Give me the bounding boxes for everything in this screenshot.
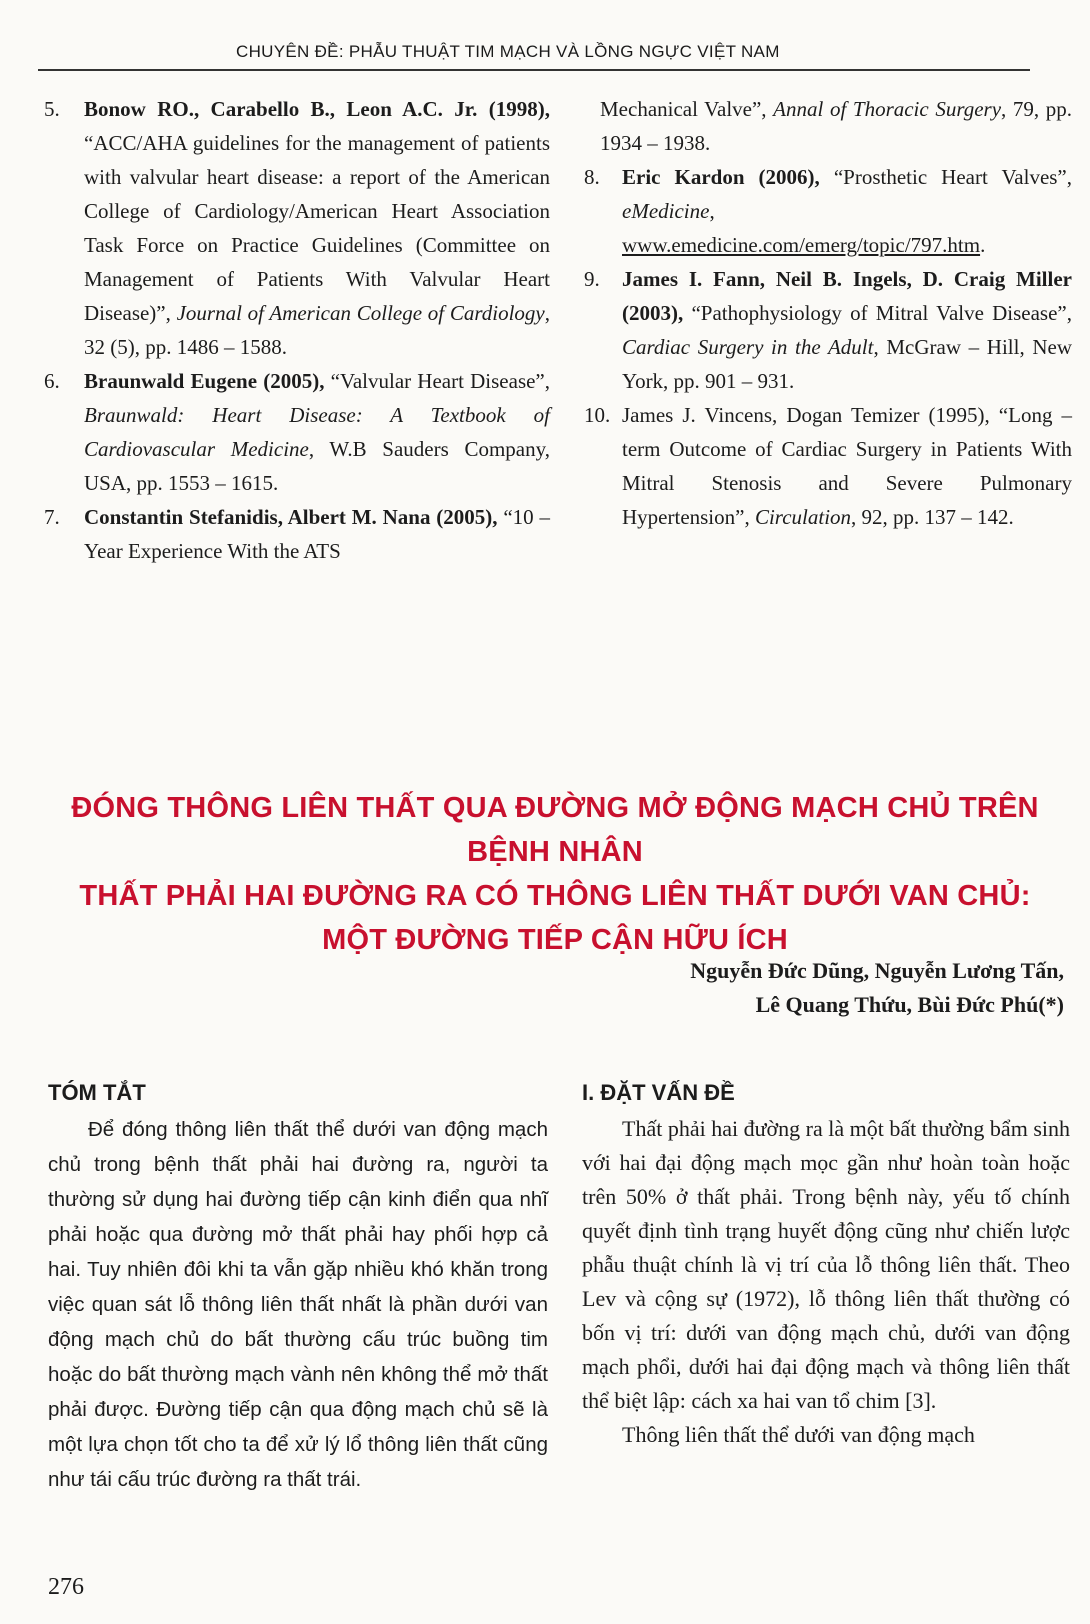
- reference-authors: Braunwald Eugene (2005),: [84, 369, 325, 393]
- reference-authors: James I. Fann, Neil B. Ingels, D. Craig Miller (2003),: [622, 267, 1072, 325]
- introduction-body: [582, 1112, 1070, 1452]
- abstract-body: [48, 1112, 548, 1497]
- reference-journal: Circulation: [754, 505, 852, 529]
- reference-journal: eMedicine: [622, 199, 710, 223]
- header-rule: [38, 69, 1030, 71]
- authors-line: Lê Quang Thứu, Bùi Đức Phú(*): [755, 992, 1064, 1017]
- references-left-column: [44, 92, 550, 568]
- reference-title: “Long – term Outcome of Cardiac Surgery in Patients With Mitral Stenosis and Severe Pulmonary Hypertension”,: [622, 403, 1072, 529]
- reference-item: [584, 398, 1072, 534]
- reference-title: “Valvular Heart Disease”,: [324, 369, 551, 393]
- reference-item: [584, 160, 1072, 262]
- abstract-heading: TÓM TẮT: [48, 1080, 146, 1105]
- reference-title: “ACC/AHA guidelines for the management of patients with valvular heart disease: a report of the American College of Cardiology/American Heart Association Task Force on Practice Guidelines (Committee on Management of Patients With Valvular Heart Disease)”,: [84, 131, 550, 325]
- reference-item: [44, 500, 550, 568]
- reference-title: Mechanical Valve”,: [600, 97, 774, 121]
- abstract-paragraph: Để đóng thông liên thất thể dưới van động mạch chủ trong bệnh thất phải hai đường ra, người ta thường sử dụng hai đường tiếp cận kinh điển qua nhĩ phải hoặc qua đường mở thất phải hay phối hợp cả hai. Tuy nhiên đôi khi ta vẫn gặp nhiều khó khăn trong việc quan sát lỗ thông liên thất nhất là phần dưới van động mạch chủ do bất thường cấu trúc buồng tim hoặc do bất thường mạch vành nên không thể mở thất phải được. Đường tiếp cận qua động mạch chủ sẽ là một lựa chọn tốt cho ta để xử lý lổ thông liên thất cũng như tái cấu trúc đường ra thất trái.: [48, 1118, 548, 1491]
- introduction-heading: I. ĐẶT VẤN ĐỀ: [582, 1080, 735, 1105]
- reference-text: [622, 398, 1072, 534]
- introduction-paragraph: Thông liên thất thể dưới van động mạch: [622, 1422, 975, 1447]
- reference-journal: Annal of Thoracic Surgery: [773, 97, 1002, 121]
- reference-title: “Prosthetic Heart Valves”,: [819, 165, 1073, 189]
- reference-number: 9.: [584, 267, 600, 291]
- reference-number: 5.: [44, 97, 60, 121]
- reference-details: , 32 (5), pp. 1486 – 1588.: [84, 301, 550, 359]
- reference-text: [84, 500, 550, 568]
- reference-title: “10 – Year Experience With the ATS: [84, 505, 550, 563]
- article-title-line: MỘT ĐƯỜNG TIẾP CẬN HỮU ÍCH: [322, 924, 788, 956]
- reference-authors: Constantin Stefanidis, Albert M. Nana (2005),: [84, 505, 498, 529]
- reference-number: 6.: [44, 369, 60, 393]
- reference-details: , 79, pp. 1934 – 1938.: [600, 97, 1072, 155]
- introduction-paragraph: Thất phải hai đường ra là một bất thường bẩm sinh với hai đại động mạch mọc gần như hoàn toàn hoặc trên 50% ở thất phải. Trong bệnh này, yếu tố chính quyết định tình trạng huyết động cũng như chiến lược phẫu thuật chính là vị trí của lỗ thông liên thất. Theo Lev và cộng sự (1972), lỗ thông liên thất thường có bốn vị trí: dưới van động mạch chủ, dưới van động mạch phổi, dưới hai đại động mạch và thông liên thất thể biệt lập: cách xa hai van tổ chim [3].: [582, 1116, 1070, 1413]
- reference-authors: James J. Vincens, Dogan Temizer (1995),: [622, 403, 990, 427]
- running-header: CHUYÊN ĐỀ: PHẪU THUẬT TIM MẠCH VÀ LỒNG NGỰC VIỆT NAM: [236, 42, 780, 61]
- reference-details: ,: [709, 199, 715, 223]
- reference-text: [622, 160, 1072, 262]
- article-title: [60, 786, 1050, 962]
- reference-details: , 92, pp. 137 – 142.: [851, 505, 1014, 529]
- reference-text: [84, 364, 550, 500]
- authors-line: Nguyễn Đức Dũng, Nguyễn Lương Tấn,: [690, 958, 1064, 983]
- reference-journal: Cardiac Surgery in the Adult: [622, 335, 874, 359]
- reference-number: 8.: [584, 165, 600, 189]
- reference-item: [584, 262, 1072, 398]
- reference-journal: Journal of American College of Cardiology: [176, 301, 545, 325]
- reference-title: “Pathophysiology of Mitral Valve Disease”,: [683, 301, 1072, 325]
- reference-url[interactable]: www.emedicine.com/emerg/topic/797.htm: [622, 233, 981, 257]
- reference-item: [44, 364, 550, 500]
- reference-text: [622, 262, 1072, 398]
- reference-continuation: [584, 92, 1072, 160]
- reference-item: [44, 92, 550, 364]
- reference-authors: Eric Kardon (2006),: [622, 165, 820, 189]
- article-title-line: ĐÓNG THÔNG LIÊN THẤT QUA ĐƯỜNG MỞ ĐỘNG MẠCH CHỦ TRÊN BỆNH NHÂN: [71, 792, 1039, 868]
- article-title-line: THẤT PHẢI HAI ĐƯỜNG RA CÓ THÔNG LIÊN THẤT DƯỚI VAN CHỦ:: [79, 880, 1031, 912]
- reference-details: , W.B Sauders Company, USA, pp. 1553 – 1615.: [84, 437, 550, 495]
- references-right-column: [584, 92, 1072, 534]
- reference-authors: Bonow RO., Carabello B., Leon A.C. Jr. (1998),: [84, 97, 550, 121]
- reference-journal: Braunwald: Heart Disease: A Textbook of Cardiovascular Medicine: [84, 403, 550, 461]
- reference-details-end: .: [980, 233, 986, 257]
- reference-number: 7.: [44, 505, 60, 529]
- page-number: 276: [48, 1574, 84, 1600]
- reference-number: 10.: [584, 403, 611, 427]
- reference-text: [84, 92, 550, 364]
- reference-details: , McGraw – Hill, New York, pp. 901 – 931.: [622, 335, 1072, 393]
- article-authors: [690, 954, 1064, 1022]
